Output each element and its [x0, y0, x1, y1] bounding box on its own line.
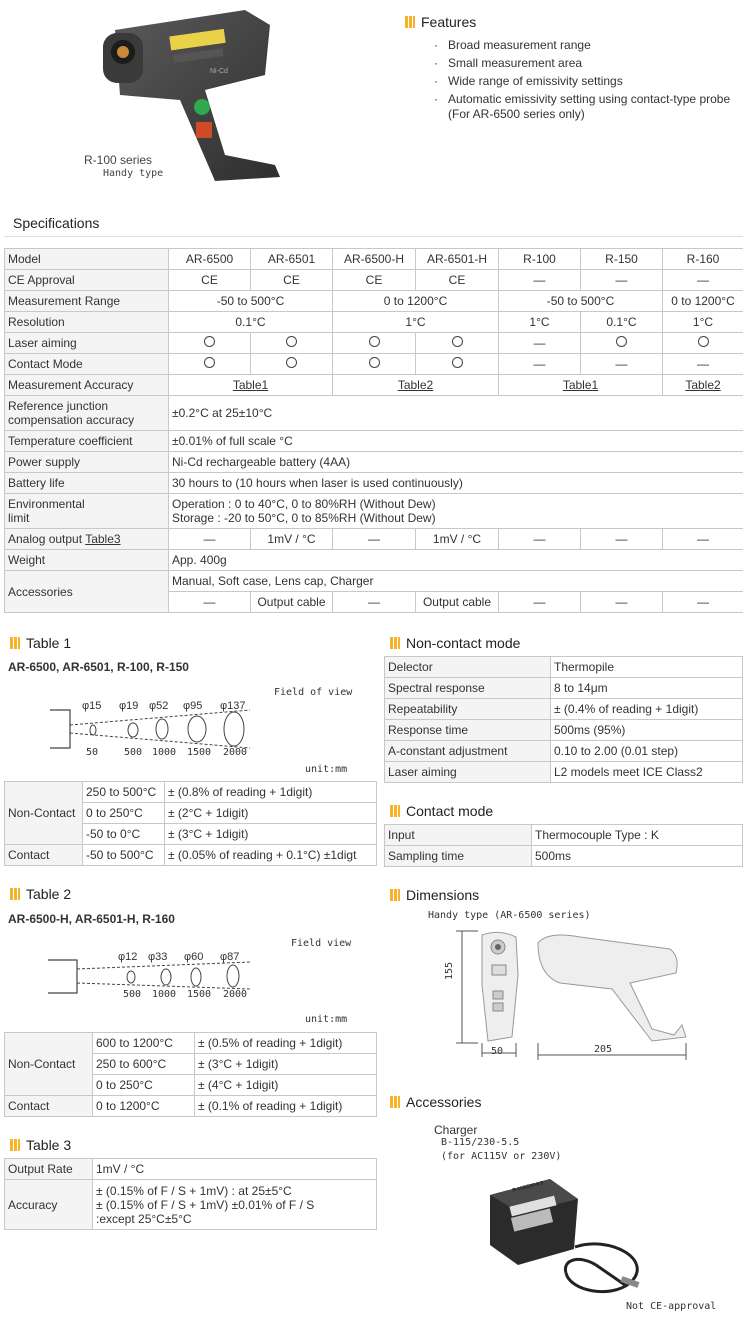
spec-cell: CE: [416, 270, 499, 291]
fov-distance: 500: [124, 747, 143, 758]
spec-cell: —: [499, 529, 581, 550]
charger-image: [480, 1165, 650, 1305]
specifications-title: Specifications: [13, 215, 100, 231]
spec-label: Analog output Table3: [5, 529, 169, 550]
spec-cell: —: [333, 592, 416, 613]
spec-cell: [251, 333, 333, 354]
mode-spec-value: Thermocouple Type : K: [532, 825, 743, 846]
table3-label: Output Rate: [5, 1159, 93, 1180]
table1-link[interactable]: Table1: [562, 378, 599, 392]
spec-label: Power supply: [5, 452, 169, 473]
mode-spec-value: 8 to 14μm: [551, 678, 743, 699]
accuracy-cell: ± (4°C + 1digit): [195, 1075, 377, 1096]
fov-distance: 2000: [223, 989, 248, 1000]
accuracy-cell: ± (3°C + 1digit): [195, 1054, 377, 1075]
spec-cell: —: [663, 529, 743, 550]
table1-accuracy-table: [4, 781, 377, 866]
mode-label: Non-Contact: [5, 782, 83, 845]
spec-cell: —: [581, 354, 663, 375]
spec-cell: —: [581, 270, 663, 291]
mode-spec-label: Input: [385, 825, 532, 846]
charger-model: B-115/230-5.5: [441, 1137, 520, 1148]
mode-label: Non-Contact: [5, 1033, 93, 1096]
section-bullet-icon: [390, 637, 400, 649]
spec-cell: Ni-Cd rechargeable battery (4AA): [169, 452, 743, 473]
spec-label: Accessories: [5, 571, 169, 613]
fov-diameter: φ52: [149, 700, 169, 712]
table3-table: [4, 1158, 377, 1230]
spec-cell: —: [499, 592, 581, 613]
spec-label: Measurement Range: [5, 291, 169, 312]
contact-mode-table: [384, 824, 743, 867]
fov-distance: 2000: [223, 747, 248, 758]
spec-label: Contact Mode: [5, 354, 169, 375]
dimensions-drawing: [430, 925, 720, 1065]
charger-device-label: B-115/230-5.5: [511, 1180, 544, 1194]
range-cell: 250 to 600°C: [93, 1054, 195, 1075]
section-bullet-icon: [10, 1139, 20, 1151]
accuracy-cell: ± (2°C + 1digit): [165, 803, 377, 824]
spec-cell: —: [663, 354, 743, 375]
dimension-width: 50: [491, 1046, 504, 1057]
yes-circle-icon: [369, 357, 380, 368]
accuracy-cell: ± (0.1% of reading + 1digit): [195, 1096, 377, 1117]
mode-spec-label: Laser aiming: [385, 762, 551, 783]
spec-cell: —: [333, 529, 416, 550]
spec-cell: 0.1°C: [169, 312, 333, 333]
spec-label: Environmental limit: [5, 494, 169, 529]
unit-label: unit:mm: [305, 1014, 348, 1025]
fov-diameter: φ137: [220, 700, 246, 712]
dimension-height: 155: [444, 961, 455, 980]
spec-label: CE Approval: [5, 270, 169, 291]
spec-cell: [169, 375, 333, 396]
charger-voltage: (for AC115V or 230V): [441, 1151, 562, 1162]
range-cell: 0 to 250°C: [83, 803, 165, 824]
spec-cell: 0.1°C: [581, 312, 663, 333]
spec-label: Weight: [5, 550, 169, 571]
spec-cell: —: [169, 592, 251, 613]
fov-distance: 1500: [187, 989, 212, 1000]
accuracy-cell: ± (0.5% of reading + 1digit): [195, 1033, 377, 1054]
table3-cell: 1mV / °C: [93, 1159, 377, 1180]
spec-cell: Output cable: [416, 592, 499, 613]
specifications-table: [4, 248, 743, 613]
spec-cell: 1°C: [499, 312, 581, 333]
spec-cell: 1mV / °C: [251, 529, 333, 550]
accuracy-cell: ± (0.05% of reading + 0.1°C) ±1digt: [165, 845, 377, 866]
spec-cell: -50 to 500°C: [169, 291, 333, 312]
range-cell: -50 to 500°C: [83, 845, 165, 866]
yes-circle-icon: [452, 336, 463, 347]
mode-spec-value: Thermopile: [551, 657, 743, 678]
mode-spec-value: L2 models meet ICE Class2: [551, 762, 743, 783]
table1-title: Table 1: [10, 635, 71, 651]
fov-diameter: φ15: [82, 700, 102, 712]
spec-cell: Operation : 0 to 40°C, 0 to 80%RH (Without Dew) Storage : -20 to 50°C, 0 to 85%RH (Without Dew): [169, 494, 743, 529]
yes-circle-icon: [452, 357, 463, 368]
spec-cell: Manual, Soft case, Lens cap, Charger: [169, 571, 743, 592]
fov-distance: 1000: [152, 989, 177, 1000]
spec-cell: [169, 333, 251, 354]
product-series-label: R-100 series: [84, 153, 153, 167]
spec-cell: [499, 375, 663, 396]
fov-distance: 50: [86, 747, 99, 758]
fov-diameter: φ33: [148, 951, 168, 963]
fov-diameter: φ95: [183, 700, 203, 712]
yes-circle-icon: [698, 336, 709, 347]
table2-title: Table 2: [10, 886, 71, 902]
model-header: R-100: [499, 249, 581, 270]
noncontact-mode-table: [384, 656, 743, 783]
mode-spec-value: 500ms: [532, 846, 743, 867]
model-header: AR-6500-H: [333, 249, 416, 270]
fov-diameter: φ87: [220, 951, 240, 963]
section-bullet-icon: [10, 888, 20, 900]
spec-cell: CE: [251, 270, 333, 291]
table3-title: Table 3: [10, 1137, 71, 1153]
spec-cell: App. 400g: [169, 550, 743, 571]
spec-cell: —: [581, 592, 663, 613]
spec-cell: [333, 333, 416, 354]
range-cell: -50 to 0°C: [83, 824, 165, 845]
spec-cell: —: [499, 270, 581, 291]
section-bullet-icon: [390, 889, 400, 901]
model-header: R-160: [663, 249, 743, 270]
table2-models: AR-6500-H, AR-6501-H, R-160: [8, 912, 175, 926]
yes-circle-icon: [286, 357, 297, 368]
mode-spec-label: Response time: [385, 720, 551, 741]
spec-label: Laser aiming: [5, 333, 169, 354]
yes-circle-icon: [204, 336, 215, 347]
unit-label: unit:mm: [305, 764, 348, 775]
dimension-length: 205: [594, 1044, 613, 1055]
spec-cell: [581, 333, 663, 354]
spec-label: Resolution: [5, 312, 169, 333]
spec-cell: —: [499, 333, 581, 354]
features-title: Features: [405, 14, 476, 30]
spec-cell: 30 hours to (10 hours when laser is used continuously): [169, 473, 743, 494]
section-bullet-icon: [390, 1096, 400, 1108]
mode-spec-label: Spectral response: [385, 678, 551, 699]
spec-cell: 0 to 1200°C: [663, 291, 743, 312]
model-header: R-150: [581, 249, 663, 270]
spec-cell: [169, 354, 251, 375]
section-bullet-icon: [10, 637, 20, 649]
accuracy-cell: ± (0.8% of reading + 1digit): [165, 782, 377, 803]
dimensions-title: Dimensions: [390, 887, 479, 903]
spec-label: Battery life: [5, 473, 169, 494]
spec-label: Measurement Accuracy: [5, 375, 169, 396]
spec-cell: —: [663, 592, 743, 613]
spec-cell: ±0.2°C at 25±10°C: [169, 396, 743, 431]
spec-cell: CE: [333, 270, 416, 291]
table2-accuracy-table: [4, 1032, 377, 1117]
spec-cell: —: [581, 529, 663, 550]
spec-cell: [416, 333, 499, 354]
spec-label: Model: [5, 249, 169, 270]
contact-mode-title: Contact mode: [390, 803, 493, 819]
fov-label: Field view: [291, 938, 352, 949]
feature-item: · Automatic emissivity setting using contact-type probe: [434, 90, 740, 108]
yes-circle-icon: [204, 357, 215, 368]
dimensions-caption: Handy type (AR-6500 series): [428, 910, 591, 921]
spec-label: Temperature coefficient: [5, 431, 169, 452]
table3-link[interactable]: Table3: [85, 532, 121, 546]
model-header: AR-6500: [169, 249, 251, 270]
spec-cell: [416, 354, 499, 375]
spec-cell: [333, 354, 416, 375]
feature-item: · Small measurement area: [434, 54, 740, 72]
divider: [4, 236, 743, 237]
fov-distance: 1000: [152, 747, 177, 758]
feature-note: (For AR-6500 series only): [448, 107, 585, 121]
fov-distance: 500: [123, 989, 142, 1000]
table3-cell: ± (0.15% of F / S + 1mV) : at 25±5°C ± (0.15% of F / S + 1mV) ±0.01% of F / S :except 25°C±5°C: [93, 1180, 377, 1230]
table2-link[interactable]: Table2: [685, 378, 721, 392]
product-type-label: Handy type: [103, 168, 164, 179]
range-cell: 0 to 250°C: [93, 1075, 195, 1096]
table1-link[interactable]: Table1: [232, 378, 269, 392]
spec-cell: —: [169, 529, 251, 550]
spec-cell: —: [663, 270, 743, 291]
range-cell: 0 to 1200°C: [93, 1096, 195, 1117]
fov-diameter: φ19: [119, 700, 139, 712]
fov-label: Field of view: [274, 687, 353, 698]
spec-cell: [663, 333, 743, 354]
fov-distance: 1500: [187, 747, 212, 758]
mode-spec-label: Repeatability: [385, 699, 551, 720]
noncontact-mode-title: Non-contact mode: [390, 635, 520, 651]
accuracy-cell: ± (3°C + 1digit): [165, 824, 377, 845]
mode-label: Contact: [5, 1096, 93, 1117]
charger-note: Not CE-approval: [626, 1301, 717, 1312]
feature-item: · Wide range of emissivity settings: [434, 72, 740, 90]
spec-cell: [251, 354, 333, 375]
model-header: AR-6501-H: [416, 249, 499, 270]
table3-label: Accuracy: [5, 1180, 93, 1230]
spec-cell: [663, 375, 743, 396]
mode-spec-label: A-constant adjustment: [385, 741, 551, 762]
section-bullet-icon: [390, 805, 400, 817]
fov-diameter: φ12: [118, 951, 138, 963]
feature-item: · Broad measurement range: [434, 36, 740, 54]
spec-cell: -50 to 500°C: [499, 291, 663, 312]
spec-cell: CE: [169, 270, 251, 291]
spec-cell: —: [499, 354, 581, 375]
charger-label: Charger: [434, 1123, 478, 1137]
spec-label: Reference junction compensation accuracy: [5, 396, 169, 431]
spec-cell: 1mV / °C: [416, 529, 499, 550]
range-cell: 250 to 500°C: [83, 782, 165, 803]
mode-label: Contact: [5, 845, 83, 866]
spec-cell: 1°C: [333, 312, 499, 333]
section-bullet-icon: [405, 16, 415, 28]
mode-spec-value: 500ms (95%): [551, 720, 743, 741]
spec-cell: 0 to 1200°C: [333, 291, 499, 312]
features-list: [434, 36, 740, 108]
spec-cell: 1°C: [663, 312, 743, 333]
fov-diameter: φ60: [184, 951, 204, 963]
table2-link[interactable]: Table2: [397, 378, 434, 392]
spec-cell: ±0.01% of full scale °C: [169, 431, 743, 452]
mode-spec-value: ± (0.4% of reading + 1digit): [551, 699, 743, 720]
spec-cell: Output cable: [251, 592, 333, 613]
table1-models: AR-6500, AR-6501, R-100, R-150: [8, 660, 189, 674]
yes-circle-icon: [369, 336, 380, 347]
mode-spec-label: Delector: [385, 657, 551, 678]
range-cell: 600 to 1200°C: [93, 1033, 195, 1054]
accessories-title: Accessories: [390, 1094, 481, 1110]
mode-spec-value: 0.10 to 2.00 (0.01 step): [551, 741, 743, 762]
mode-spec-label: Sampling time: [385, 846, 532, 867]
yes-circle-icon: [286, 336, 297, 347]
device-screen-label: Ni-Cd: [210, 68, 228, 75]
spec-cell: [333, 375, 499, 396]
yes-circle-icon: [616, 336, 627, 347]
model-header: AR-6501: [251, 249, 333, 270]
